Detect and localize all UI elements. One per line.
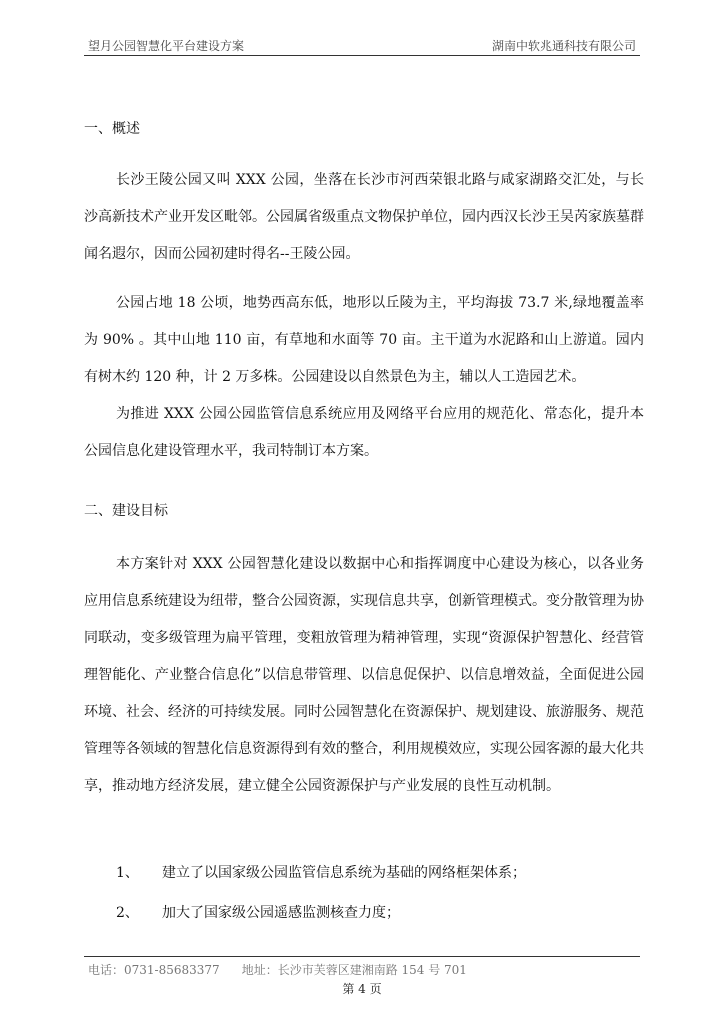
page-footer (84, 956, 640, 996)
list-item-text: 加大了国家级公园遥感监测核查力度； (162, 905, 400, 921)
list-item-number: 1、 (116, 865, 139, 881)
overview-paragraph-3: 为推进 XXX 公园公园监管信息系统应用及网络平台应用的规范化、常态化，提升本公园信息化建设管理水平，我司特制订本方案。 (84, 406, 644, 459)
list-item-number: 2、 (116, 905, 139, 921)
goals-paragraph-1: 本方案针对 XXX 公园智慧化建设以数据中心和指挥调度中心建设为核心，以各业务应用信息系统建设为纽带，整合公园资源，实现信息共享，创新管理模式。变分散管理为协同联动，变多级管理为扁平管理，变粗放管理为精神管理，实现“资源保护智慧化、经营管理智能化、产业整合信息化”以信息带管理、以信息促保护、以信息增效益，全面促进公园环境、社会、经济的可持续发展。同时公园智慧化在资源保护、规划建设、旅游服务、规范管理等各领域的智慧化信息资源得到有效的整合，利用规模效应，实现公园客源的最大化共享，推动地方经济发展，建立健全公园资源保护与产业发展的良性互动机制。 (84, 556, 644, 794)
page-number: 第 4 页 (342, 982, 382, 996)
list-item (116, 862, 526, 882)
page-header (84, 33, 640, 56)
company-name: 湖南中软兆通科技有限公司 (491, 39, 636, 53)
list-item-text: 建立了以国家级公园监管信息系统为基础的网络框架体系； (162, 865, 526, 881)
section-heading-overview: 一、概述 (84, 121, 140, 137)
contact-info (88, 961, 467, 978)
overview-paragraph-2: 公园占地 18 公顷，地势西高东低，地形以丘陵为主，平均海拔 73.7 米,绿地覆盖率为 90% 。其中山地 110 亩，有草地和水面等 70 亩。主干道为水泥路和山上游道。园内有树木约 120 种，计 2 万多株。公园建设以自然景色为主，辅以人工造园艺术。 (84, 295, 644, 385)
document-title: 望月公园智慧化平台建设方案 (88, 39, 245, 53)
section-heading-goals: 二、建设目标 (84, 503, 168, 519)
overview-paragraph-1: 长沙王陵公园又叫 XXX 公园，坐落在长沙市河西荣银北路与咸家湖路交汇处，与长沙高新技术产业开发区毗邻。公园属省级重点文物保护单位，园内西汉长沙王吴芮家族墓群闻名遐尔，因而公园初建时得名--王陵公园。 (84, 172, 644, 262)
phone-number: 电话：0731-85683377 (88, 963, 220, 977)
address: 地址：长沙市芙蓉区建湘南路 154 号 701 (241, 963, 467, 977)
list-item (116, 902, 400, 922)
